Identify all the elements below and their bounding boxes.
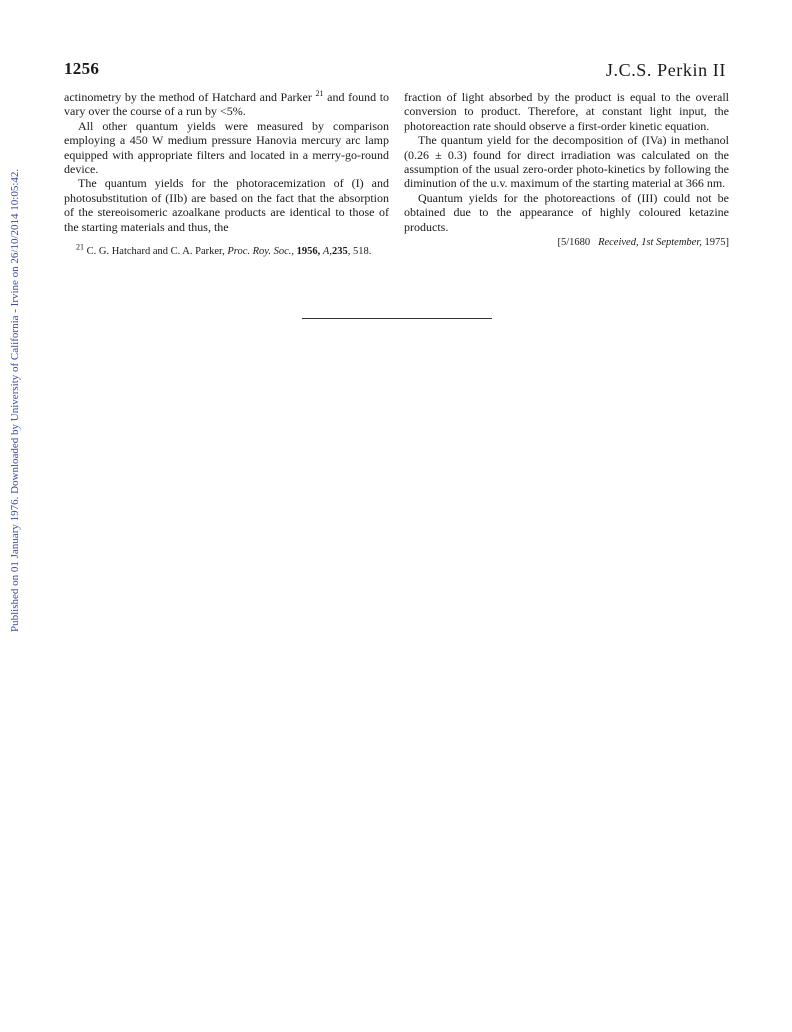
footnote-21: $^{21}$ C. G. Hatchard and C. A. Parker, Proc. Roy. Soc., 1956, A,235, 518. [76,242,372,258]
footnote-number: 21 [76,242,84,252]
journal-running-head: J.C.S. Perkin II [605,60,726,80]
paragraph-text: and found to vary over the course of a run by <5%. [64,90,390,119]
paragraph-fraction-light: fraction of light absorbed by the product is equal to the overall conversion to product. Therefore, at constant light input, the photoreaction rate should observe a first-order kinetic equation. [404,90,729,133]
footnote-year: 1956, [296,246,321,258]
received-year: 1975] [704,237,729,249]
paragraph-photoracemization: The quantum yields for the photoracemization of (I) and photosubstitution of (IIb) are based on the fact that the absorption of the stereoisomeric azoalkane products are identical to those of the starting materials and thus, the [64,176,389,234]
footnote-volume: 235 [331,246,348,258]
paragraph-actinometry [64,90,389,119]
footnote-authors: C. G. Hatchard and C. A. Parker, [86,246,225,258]
end-of-article-rule [302,318,492,319]
footnote-page: 518. [352,246,372,258]
reference-marker: 21 [315,89,324,98]
footnote-journal: Proc. Roy. Soc. [227,246,292,258]
paragraph-decomposition: The quantum yield for the decomposition of (IVa) in methanol (0.26 ± 0.3) found for direct irradiation was calculated on the assumption of the usual zero-order photo-kinetics by following the diminution of the u.v. maximum of the starting material at 366 nm. [404,133,729,191]
received-date: 1st September, [641,237,702,249]
page-number: 1256 [64,59,100,78]
manuscript-ref: [5/1680 [557,237,591,249]
received-line [404,236,729,249]
left-column [64,90,389,258]
paragraph-text: actinometry by the method of Hatchard and Parker [64,90,312,104]
right-column [404,90,729,249]
footnote-series: A [322,246,330,258]
received-label: Received, [598,237,639,249]
download-watermark: Published on 01 January 1976. Downloaded by University of California - Irvine on 26/10/2014 10:05:42. [9,168,21,632]
paragraph-quantum-yields: All other quantum yields were measured by comparison employing a 450 W medium pressure Hanovia mercury arc lamp equipped with appropriate filters and located in a merry-go-round device. [64,118,389,177]
paragraph-photoreactions: Quantum yields for the photoreactions of (III) could not be obtained due to the appearance of highly coloured ketazine products. [404,190,729,234]
